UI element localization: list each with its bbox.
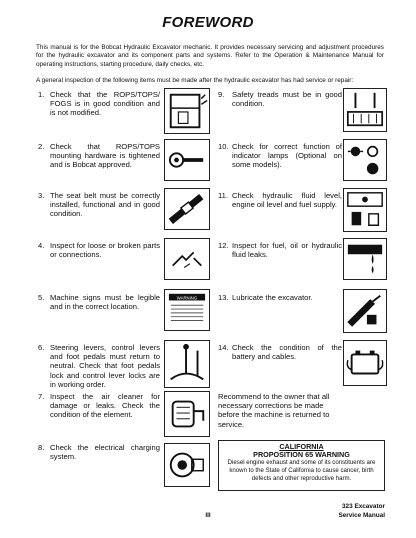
item-number: 2. xyxy=(38,142,45,151)
safety-tread-icon xyxy=(343,88,387,132)
item-number: 3. xyxy=(38,191,45,200)
item-text: Inspect the air cleaner for damage or leaks. Check the condition of the element. xyxy=(50,392,160,420)
item-text: Check the condition of the battery and cables. xyxy=(232,343,342,362)
control-lever-icon xyxy=(164,340,210,388)
item-text: Inspect for fuel, oil or hydraulic fluid leaks. xyxy=(232,241,342,260)
item-text: Check for correct function of indicator lamps (Optional on some models). xyxy=(232,142,342,170)
item-text: Check that ROPS/TOPS mounting hardware is tightened and is Bobcat approved. xyxy=(50,142,160,170)
fluid-leak-icon xyxy=(343,238,387,280)
item-text: The seat belt must be correctly installed, functional and in good condition. xyxy=(50,191,160,219)
item-text: Steering levers, control levers and foot pedals must return to neutral. Check that foot pedals lock and control lever locks are in working order. xyxy=(50,343,160,389)
prop65-heading-state: CALIFORNIA xyxy=(279,442,324,451)
item-number: 5. xyxy=(38,293,45,302)
sign-label: WARNING xyxy=(176,295,198,301)
rops-cab-icon xyxy=(164,88,210,134)
item-number: 11. xyxy=(218,191,228,200)
wrench-bolt-icon xyxy=(164,139,210,181)
broken-part-icon xyxy=(164,238,210,280)
page-number: III xyxy=(205,512,211,519)
item-number: 9. xyxy=(218,90,225,99)
page-title: FOREWORD xyxy=(162,14,254,31)
alternator-icon xyxy=(164,443,210,487)
battery-icon xyxy=(343,340,387,386)
warning-sign-icon xyxy=(164,289,210,331)
fluid-levels-icon xyxy=(343,188,387,232)
item-text: Recommend to the owner that all necessary corrections be made before the machine is returned to service. xyxy=(218,392,330,429)
item-text: Machine signs must be legible and in the correct location. xyxy=(50,293,160,312)
item-number: 12. xyxy=(218,241,229,250)
air-cleaner-icon xyxy=(164,391,210,437)
prop65-body: Diesel engine exhaust and some of its constituents are known to the State of California to cause cancer, birth defects and other reproductive harm. xyxy=(227,459,376,482)
seat-belt-icon xyxy=(164,188,210,230)
item-text: Safety treads must be in good condition. xyxy=(232,90,342,109)
footer-manual: Service Manual xyxy=(338,512,385,519)
general-inspection-note: A general inspection of the following items must be made after the hydraulic excavator has had service or repair: xyxy=(36,77,354,84)
item-text: Check the electrical charging system. xyxy=(50,443,160,462)
item-text: Lubricate the excavator. xyxy=(232,293,313,302)
item-number: 1. xyxy=(38,90,45,99)
item-text: Check hydraulic fluid level, engine oil level and fuel supply. xyxy=(232,191,342,210)
intro-paragraph: This manual is for the Bobcat Hydraulic Excavator mechanic. It provides necessary servicing and adjustment procedures for the hydraulic excavator and its component parts and systems. Refer to the Operation & Maintenance Manual for operating instructions, starting procedure, daily checks, etc. xyxy=(36,44,384,68)
item-number: 14. xyxy=(218,343,229,352)
item-text: Check that the ROPS/TOPS/ FOGS is in good condition and is not modified. xyxy=(50,90,160,118)
prop65-heading-title: PROPOSITION 65 WARNING xyxy=(253,450,350,459)
item-number: 4. xyxy=(38,241,45,250)
footer-model: 323 Excavator xyxy=(342,503,385,510)
item-number: 8. xyxy=(38,443,45,452)
indicator-lamps-icon xyxy=(343,139,387,181)
prop65-warning-box xyxy=(218,440,385,491)
item-text: Inspect for loose or broken parts or connections. xyxy=(50,241,160,260)
item-number: 10. xyxy=(218,142,229,151)
item-number: 7. xyxy=(38,392,45,401)
item-number: 6. xyxy=(38,343,45,352)
item-number: 13. xyxy=(218,293,229,302)
grease-gun-icon xyxy=(343,289,387,333)
